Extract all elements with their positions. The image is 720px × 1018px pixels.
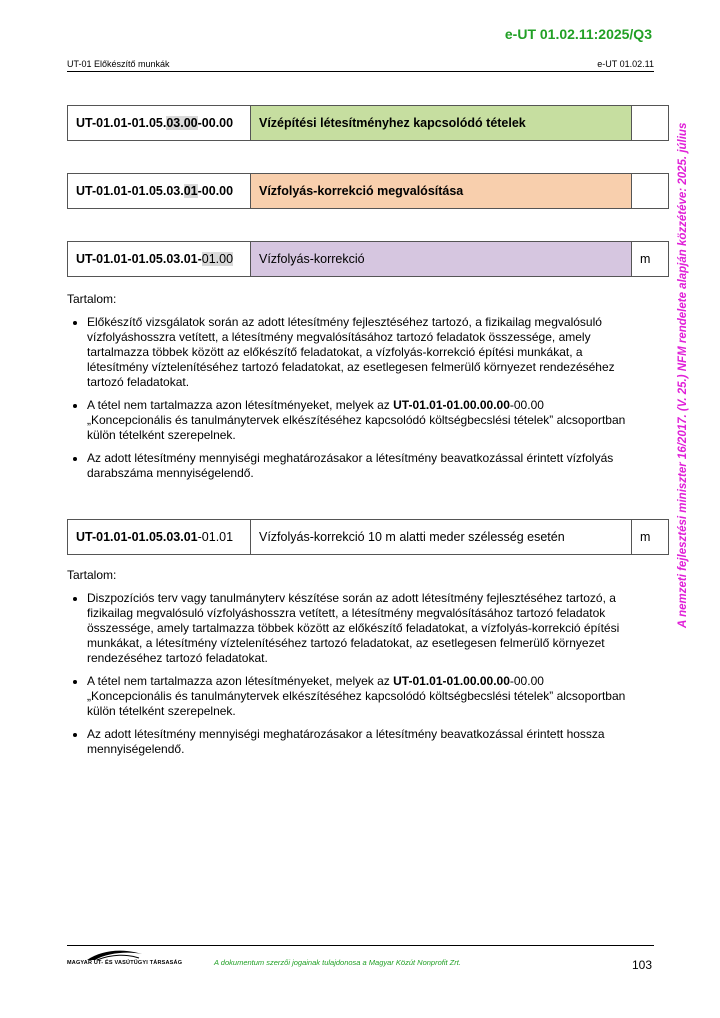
item-table	[67, 519, 669, 555]
item-unit	[632, 106, 669, 141]
item-title: Vízfolyás-korrekció megvalósítása	[251, 174, 632, 209]
item-code: UT-01.01-01.05.03.01-01.01	[68, 520, 251, 555]
list-item: • Előkészítő vizsgálatok során az adott létesítmény fejlesztéséhez tartozó, a fizikailag megvalósuló vízfolyáshosszra vetített, a létesítmény megvalósításához tartozó feladatok összessége, amely tartalmazza többek között az előkészítő feladatokat, a vízfolyás-korrekció építési munkákat, a létesítmény víztelenítéséhez tartozó feladatokat, az esetlegesen felmerülő környezet rendezéséhez tartozó feladatokat.	[87, 315, 627, 390]
content-section	[67, 568, 627, 765]
copyright-notice: A dokumentum szerzői jogainak tulajdonosa a Magyar Közút Nonprofit Zrt.	[214, 958, 461, 967]
section-title: Tartalom:	[67, 292, 117, 306]
bullet-list	[67, 315, 627, 481]
header-doc-ref: e-UT 01.02.11	[597, 59, 654, 69]
header-section-title: UT-01 Előkészítő munkák	[67, 59, 170, 69]
item-table	[67, 105, 669, 141]
running-header	[67, 59, 654, 72]
company-logo-icon	[67, 948, 177, 970]
content-section	[67, 292, 627, 489]
item-code: UT-01.01-01.05.03.01-01.00	[68, 242, 251, 277]
item-unit	[632, 174, 669, 209]
page-number: 103	[631, 958, 652, 972]
list-item: • A tétel nem tartalmazza azon létesítményeket, melyek az UT-01.01-01.00.00.00-00.00 „Koncepcionális és tanulmánytervek elkészítéséhez kapcsolódó költségbecslési tételek” alcsoportban külön tételként szerepelnek.	[87, 398, 627, 443]
list-item: • Az adott létesítmény mennyiségi meghatározásakor a létesítmény beavatkozással érintett hossza mennyiségelendő.	[87, 727, 627, 757]
company-logo-text: MAGYAR ÚT- ÉS VASÚTÜGYI TÁRSASÁG	[67, 960, 183, 966]
item-code: UT-01.01-01.05.03.00-00.00	[68, 106, 251, 141]
list-item: • Az adott létesítmény mennyiségi meghatározásakor a létesítmény beavatkozással érintett vízfolyás darabszáma mennyiségelendő.	[87, 451, 627, 481]
item-code: UT-01.01-01.05.03.01-00.00	[68, 174, 251, 209]
document-code: e-UT 01.02.11:2025/Q3	[504, 26, 652, 42]
item-title: Vízépítési létesítményhez kapcsolódó tételek	[251, 106, 632, 141]
item-title: Vízfolyás-korrekció	[251, 242, 632, 277]
item-unit: m	[632, 242, 669, 277]
item-table	[67, 241, 669, 277]
item-table	[67, 173, 669, 209]
section-title: Tartalom:	[67, 568, 117, 582]
bullet-list	[67, 591, 627, 757]
item-unit: m	[632, 520, 669, 555]
publication-side-note: A nemzeti fejlesztési miniszter 16/2017. (V. 25.) NFM rendelete alapján közzétéve: 2025. július	[677, 122, 689, 628]
list-item: • A tétel nem tartalmazza azon létesítményeket, melyek az UT-01.01-01.00.00.00-00.00 „Koncepcionális és tanulmánytervek elkészítéséhez kapcsolódó költségbecslési tételek” alcsoportban külön tételként szerepelnek.	[87, 674, 627, 719]
item-title: Vízfolyás-korrekció 10 m alatti meder szélesség esetén	[251, 520, 632, 555]
footer-divider	[67, 945, 654, 946]
list-item: • Diszpozíciós terv vagy tanulmányterv készítése során az adott létesítmény fejlesztéséhez tartozó, a fizikailag megvalósuló vízfolyáshosszra vetített, a létesítmény megvalósításához tartozó feladatok összessége, amely tartalmazza többek között az előkészítő feladatokat, a vízfolyás-korrekció építési munkákat, a létesítmény víztelenítéséhez tartozó feladatokat, az esetlegesen felmerülő környezet rendezéséhez tartozó feladatokat.	[87, 591, 627, 666]
